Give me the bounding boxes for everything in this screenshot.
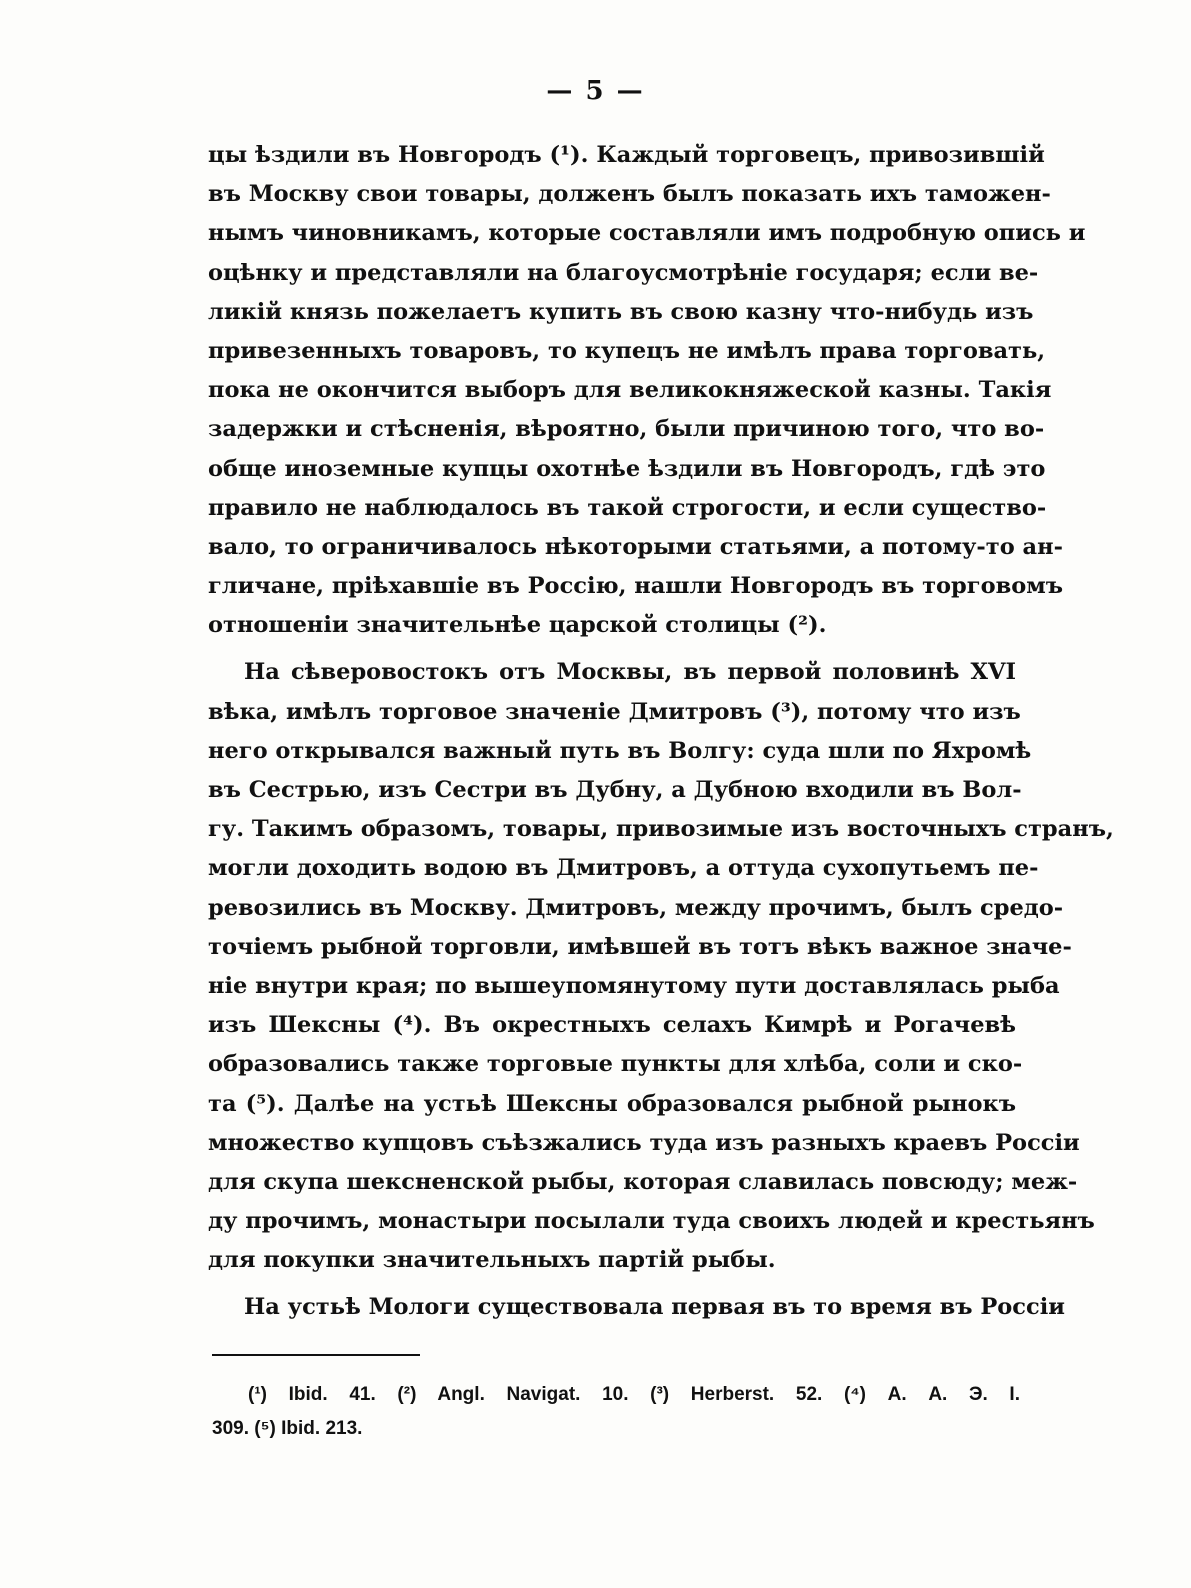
text-line: изъ Шексны (⁴). Въ окрестныхъ селахъ Кимрѣ и Рогачевѣ (208, 1012, 1016, 1039)
text-line: вѣка, имѣлъ торговое значеніе Дмитровъ (³), потому что изъ (208, 698, 1021, 725)
text-line: нымъ чиновникамъ, которые составляли имъ подробную опись и (208, 220, 1086, 247)
text-line: гличане, пріѣхавшіе въ Россію, нашли Новгородъ въ торговомъ (208, 573, 1064, 600)
text-line: На устьѣ Мологи существовала первая въ то время въ Россіи (244, 1294, 1065, 1321)
text-line: гу. Такимъ образомъ, товары, привозимые изъ восточныхъ странъ, (208, 816, 1114, 843)
text-line: пока не окончится выборъ для великокняжеской казны. Такія (208, 377, 1052, 404)
text-line: обще иноземные купцы охотнѣе ѣздили въ Новгородъ, гдѣ это (208, 455, 1046, 482)
footnote-line: 309. (⁵) Ibid. 213. (212, 1418, 363, 1439)
text-line: множество купцовъ съѣзжались туда изъ разныхъ краевъ Россіи (208, 1129, 1080, 1156)
text-line: ревозились въ Москву. Дмитровъ, между прочимъ, былъ средо- (208, 894, 1064, 921)
body-text (208, 136, 1114, 1328)
text-line: образовались также торговые пункты для хлѣба, соли и ско- (208, 1051, 1023, 1078)
text-line: На сѣверовостокъ отъ Москвы, въ первой половинѣ XVI (244, 659, 1016, 686)
paragraph-3 (208, 1288, 1065, 1327)
text-line: привезенныхъ товаровъ, то купецъ не имѣлъ права торговать, (208, 337, 1046, 364)
text-line: оцѣнку и представляли на благоусмотрѣніе государя; если ве- (208, 259, 1039, 286)
text-line: отношеніи значительнѣе царской столицы (²). (208, 612, 827, 639)
footnote-line: (¹) Ibid. 41. (²) Angl. Navigat. 10. (³) Herberst. 52. (⁴) А. А. Э. I. (248, 1384, 1020, 1405)
footnote-separator (212, 1354, 420, 1356)
text-line: цы ѣздили въ Новгородъ (¹). Каждый торговецъ, привозившій (208, 142, 1045, 168)
text-line: ду прочимъ, монастыри посылали туда своихъ людей и крестьянъ (208, 1208, 1095, 1235)
text-line: та (⁵). Далѣе на устьѣ Шексны образовался рыбной рынокъ (208, 1090, 1016, 1117)
paragraph-2 (208, 653, 1114, 1280)
text-line: могли доходить водою въ Дмитровъ, а оттуда сухопутьемъ пе- (208, 855, 1039, 882)
page-number: — 5 — (546, 76, 645, 106)
footnotes (212, 1378, 1020, 1446)
paragraph-1 (208, 136, 1086, 645)
text-line: ликій князь пожелаетъ купить въ свою казну что-нибудь изъ (208, 298, 1034, 325)
text-line: ніе внутри края; по вышеупомянутому пути доставлялась рыба (208, 972, 1060, 999)
text-line: задержки и стѣсненія, вѣроятно, были причиною того, что во- (208, 416, 1045, 443)
text-line: въ Сестрью, изъ Сестри въ Дубну, а Дубною входили въ Вол- (208, 777, 1022, 803)
text-line: въ Москву свои товары, долженъ былъ показать ихъ таможен- (208, 181, 1051, 208)
text-line: для скупа шексненской рыбы, которая славилась повсюду; меж- (208, 1168, 1078, 1195)
text-line: точіемъ рыбной торговли, имѣвшей въ тотъ вѣкъ важное значе- (208, 933, 1072, 960)
text-line: вало, то ограничивалось нѣкоторыми статьями, а потому-то ан- (208, 533, 1063, 560)
text-line: для покупки значительныхъ партій рыбы. (208, 1247, 776, 1274)
text-line: правило не наблюдалось въ такой строгости, и если существо- (208, 494, 1047, 521)
text-line: него открывался важный путь въ Волгу: суда шли по Яхромѣ (208, 737, 1032, 764)
